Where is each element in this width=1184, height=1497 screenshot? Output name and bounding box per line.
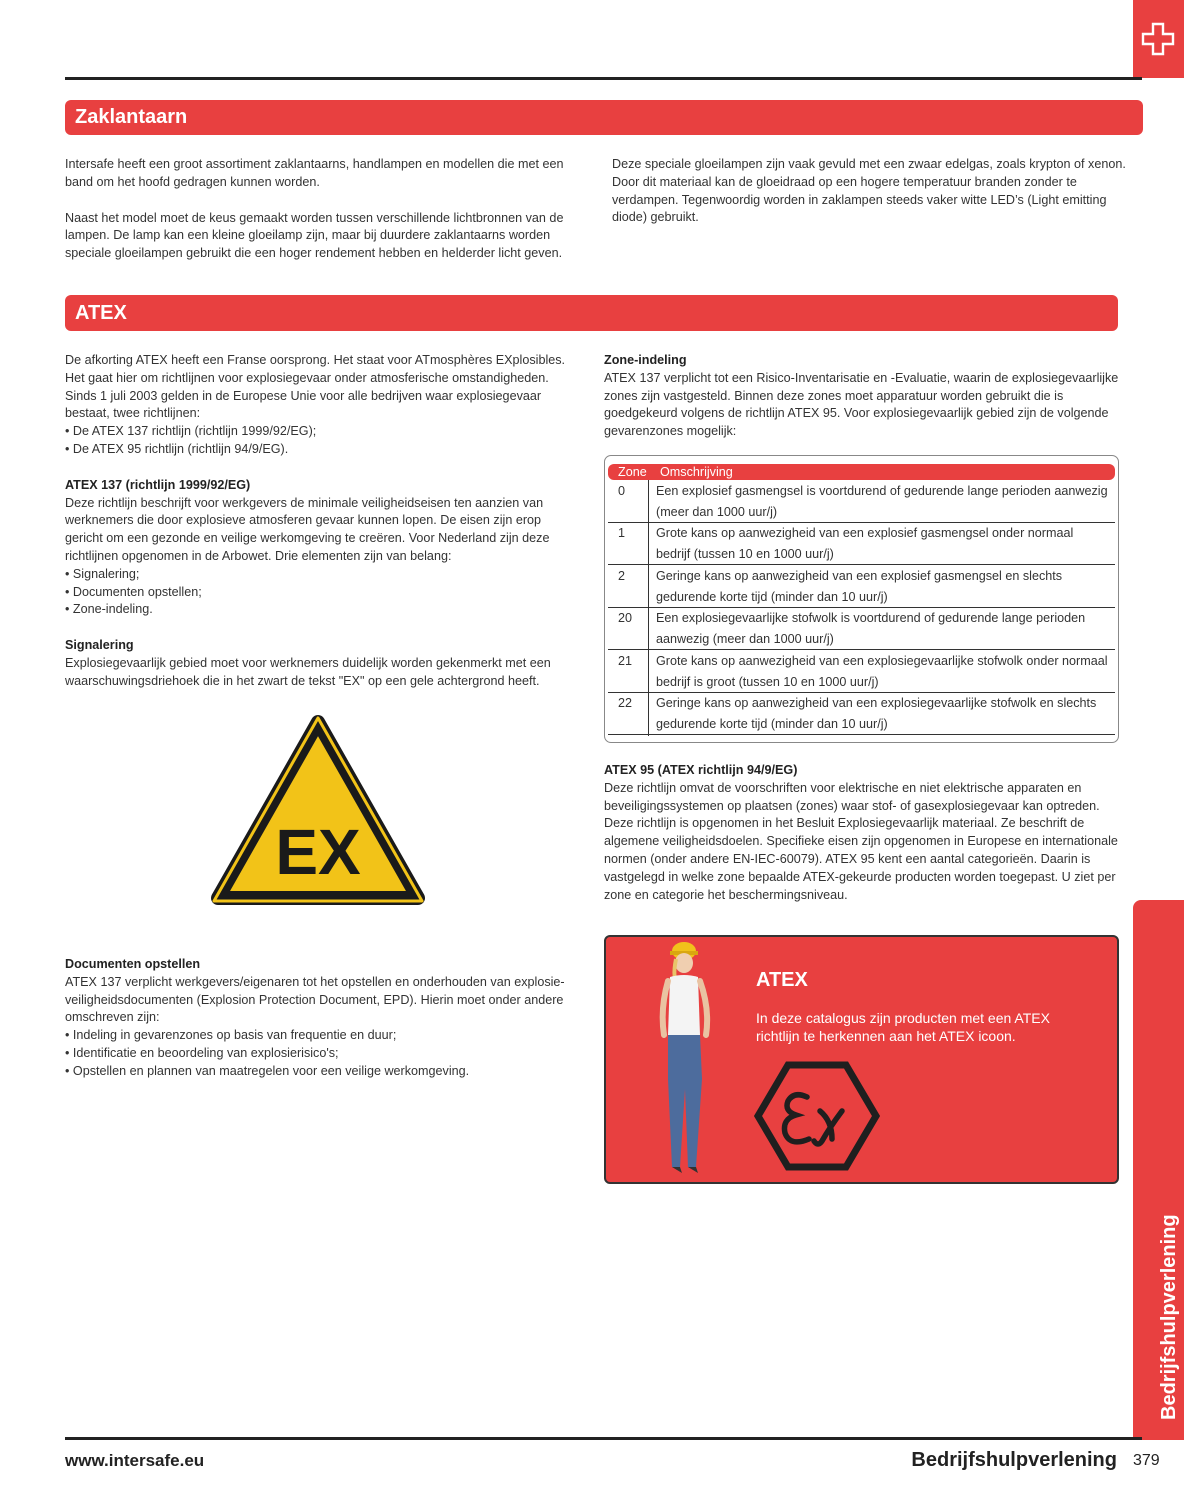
side-chapter-tab bbox=[1133, 900, 1184, 1440]
side-tab-label: Bedrijfshulpverlening bbox=[1158, 1214, 1180, 1420]
top-rule bbox=[65, 77, 1142, 80]
atex-info-panel bbox=[604, 935, 1119, 1184]
paragraph: Deze speciale gloeilampen zijn vaak gevuld met een zwaar edelgas, zoals krypton of xenon. Door dit materiaal kan de gloeidraad op een hogere temperatuur branden zonder te verdampen. Tegenwoordig worden in zaklampen steeds vaker witte LED’s (Light emitting diode) gebruikt. bbox=[612, 157, 1126, 225]
subheading: Documenten opstellen bbox=[65, 957, 201, 971]
first-aid-tab bbox=[1133, 0, 1184, 78]
ex-warning-sign bbox=[210, 714, 426, 906]
list-item: • Identificatie en beoordeling van explosierisico's; bbox=[65, 1045, 339, 1060]
worker-illustration bbox=[654, 939, 720, 1179]
table-row bbox=[608, 692, 1115, 735]
column-header-omschrijving: Omschrijving bbox=[660, 465, 733, 479]
section-title-zaklantaarn: Zaklantaarn bbox=[65, 100, 1143, 135]
list-item: • Indeling in gevarenzones op basis van frequentie en duur; bbox=[65, 1028, 397, 1043]
description-cell: Geringe kans op aanwezigheid van een explosiegevaarlijke stofwolk en slechts gedurende korte tijd (minder dan 10 uur/j) bbox=[656, 696, 1097, 731]
paragraph: Deze richtlijn beschrijft voor werkgevers de minimale veiligheidseisen ten aanzien van werknemers die door explosieve atmosferen gevaar kunnen lopen. De eisen zijn erop gericht om een gezonde en veilige werkomgeving te creëren. Voor Nederland zijn deze richtlijnen opgenomen in de Arbowet. Drie elementen zijn van belang: bbox=[65, 495, 550, 563]
panel-title: ATEX bbox=[756, 969, 808, 991]
footer-category: Bedrijfshulpverlening bbox=[911, 1449, 1117, 1471]
atex-ex-icon bbox=[754, 1061, 880, 1171]
paragraph: Intersafe heeft een groot assortiment zaklantaarns, handlampen en modellen die met een band om het hoofd gedragen kunnen worden. bbox=[65, 157, 564, 189]
paragraph: ATEX 137 verplicht tot een Risico-Inventarisatie en -Evaluatie, waarin de explosiegevaarlijke zones zijn vastgesteld. Binnen deze zones moet apparatuur worden gebruikt die is goedgekeurd volgens de richtlijn ATEX 95. Voor explosiegevaarlijk gebied zijn de volgende gevarenzones mogelijk: bbox=[604, 370, 1119, 439]
zaklantaarn-right-column bbox=[612, 156, 1134, 227]
paragraph: Deze richtlijn omvat de voorschriften voor elektrische en niet elektrische apparaten en beveiligingssystemen op plaatsen (zones) waar stof- of gasexplosiegevaar kan optreden. Deze richtlijn is opgenomen in het Besluit Explosiegevaarlijk materiaal. Ze beschrift de algemene veiligheidsdoelen. Specifieke eisen zijn opgenomen in Europese en internationale normen (onder andere EN-IEC-60079). ATEX 95 kent een aantal categorieën. Daarin is vastgelegd in welke zone bepaalde ATEX-gekeurde producten worden toegepast. U ziet per zone en categorie het beschermingsniveau. bbox=[604, 780, 1118, 902]
footer-url[interactable]: www.intersafe.eu bbox=[65, 1451, 205, 1470]
description-cell: Grote kans op aanwezigheid van een explosief gasmengsel onder normaal bedrijf (tussen 10 en 1000 uur/j) bbox=[656, 526, 1074, 561]
paragraph: Explosiegevaarlijk gebied moet voor werknemers duidelijk worden gekenmerkt met een waarschuwingsdriehoek die in het zwart de tekst "EX" op een gele achtergrond heeft. bbox=[65, 655, 551, 688]
table-row bbox=[608, 522, 1115, 565]
table-row bbox=[608, 607, 1115, 650]
list-item: • Signalering; bbox=[65, 566, 140, 581]
zaklantaarn-left-column bbox=[65, 156, 593, 263]
column-header-zone: Zone bbox=[618, 465, 647, 479]
zone-cell: 1 bbox=[618, 526, 626, 540]
plus-icon bbox=[1141, 22, 1175, 56]
atex-left-column bbox=[65, 352, 580, 691]
table-row bbox=[608, 480, 1115, 523]
panel-text: In deze catalogus zijn producten met een ATEX richtlijn te herkennen aan het ATEX icoon. bbox=[756, 1010, 1050, 1044]
page-number: 379 bbox=[1133, 1452, 1160, 1469]
description-cell: Geringe kans op aanwezigheid van een explosief gasmengsel en slechts gedurende korte tijd (minder dan 10 uur/j) bbox=[656, 569, 1063, 604]
atex95-section bbox=[604, 762, 1124, 904]
bottom-rule bbox=[65, 1437, 1142, 1440]
zone-cell: 0 bbox=[618, 484, 626, 498]
zone-table-header bbox=[608, 464, 1115, 480]
paragraph: Naast het model moet de keus gemaakt worden tussen verschillende lichtbronnen van de lampen. De lamp kan een kleine gloeilamp zijn, maar bij duurdere zaklantaarns worden speciale gloeilampen gebruikt die een hoger rendement hebben en helderder licht geven. bbox=[65, 210, 564, 261]
table-row bbox=[608, 565, 1115, 608]
paragraph: De afkorting ATEX heeft een Franse oorsprong. Het staat voor ATmosphères EXplosibles. Het gaat hier om richtlijnen voor explosiegevaar onder atmosferische omstandigheden. Sinds 1 juli 2003 gelden in de Europese Unie voor alle bedrijven waar explosiegevaar bestaat, twee richtlijnen: bbox=[65, 353, 566, 421]
table-row bbox=[608, 650, 1115, 693]
list-item: • De ATEX 137 richtlijn (richtlijn 1999/92/EG); bbox=[65, 424, 317, 439]
documenten-section bbox=[65, 956, 580, 1081]
ex-sign-text: EX bbox=[275, 816, 361, 888]
zone-cell: 2 bbox=[618, 569, 626, 583]
list-item: • De ATEX 95 richtlijn (richtlijn 94/9/EG). bbox=[65, 441, 289, 456]
description-cell: Grote kans op aanwezigheid van een explosiegevaarlijke stofwolk onder normaal bedrijf is groot (tussen 10 en 1000 uur/j) bbox=[656, 654, 1108, 689]
subheading: Signalering bbox=[65, 638, 134, 653]
subheading: Zone-indeling bbox=[604, 353, 687, 367]
list-item: • Zone-indeling. bbox=[65, 602, 153, 617]
zone-cell: 21 bbox=[618, 654, 633, 668]
zone-indeling-section bbox=[604, 352, 1124, 441]
section-title-atex: ATEX bbox=[65, 295, 1118, 331]
description-cell: Een explosiegevaarlijke stofwolk is voortdurend of gedurende lange perioden aanwezig (meer dan 1000 uur/j) bbox=[656, 611, 1086, 646]
subheading: ATEX 95 (ATEX richtlijn 94/9/EG) bbox=[604, 763, 798, 777]
zone-cell: 20 bbox=[618, 611, 633, 625]
description-cell: Een explosief gasmengsel is voortdurend of gedurende lange perioden aanwezig (meer dan 1000 uur/j) bbox=[656, 484, 1108, 519]
list-item: • Documenten opstellen; bbox=[65, 584, 202, 599]
paragraph: ATEX 137 verplicht werkgevers/eigenaren tot het opstellen en onderhouden van explosie-veiligheidsdocumenten (Explosion Protection Document, EPD). Hierin moet onder andere omschreven zijn: bbox=[65, 974, 565, 1025]
list-item: • Opstellen en plannen van maatregelen voor een veilige werkomgeving. bbox=[65, 1063, 470, 1078]
subheading: ATEX 137 (richtlijn 1999/92/EG) bbox=[65, 477, 251, 492]
zone-cell: 22 bbox=[618, 696, 633, 710]
